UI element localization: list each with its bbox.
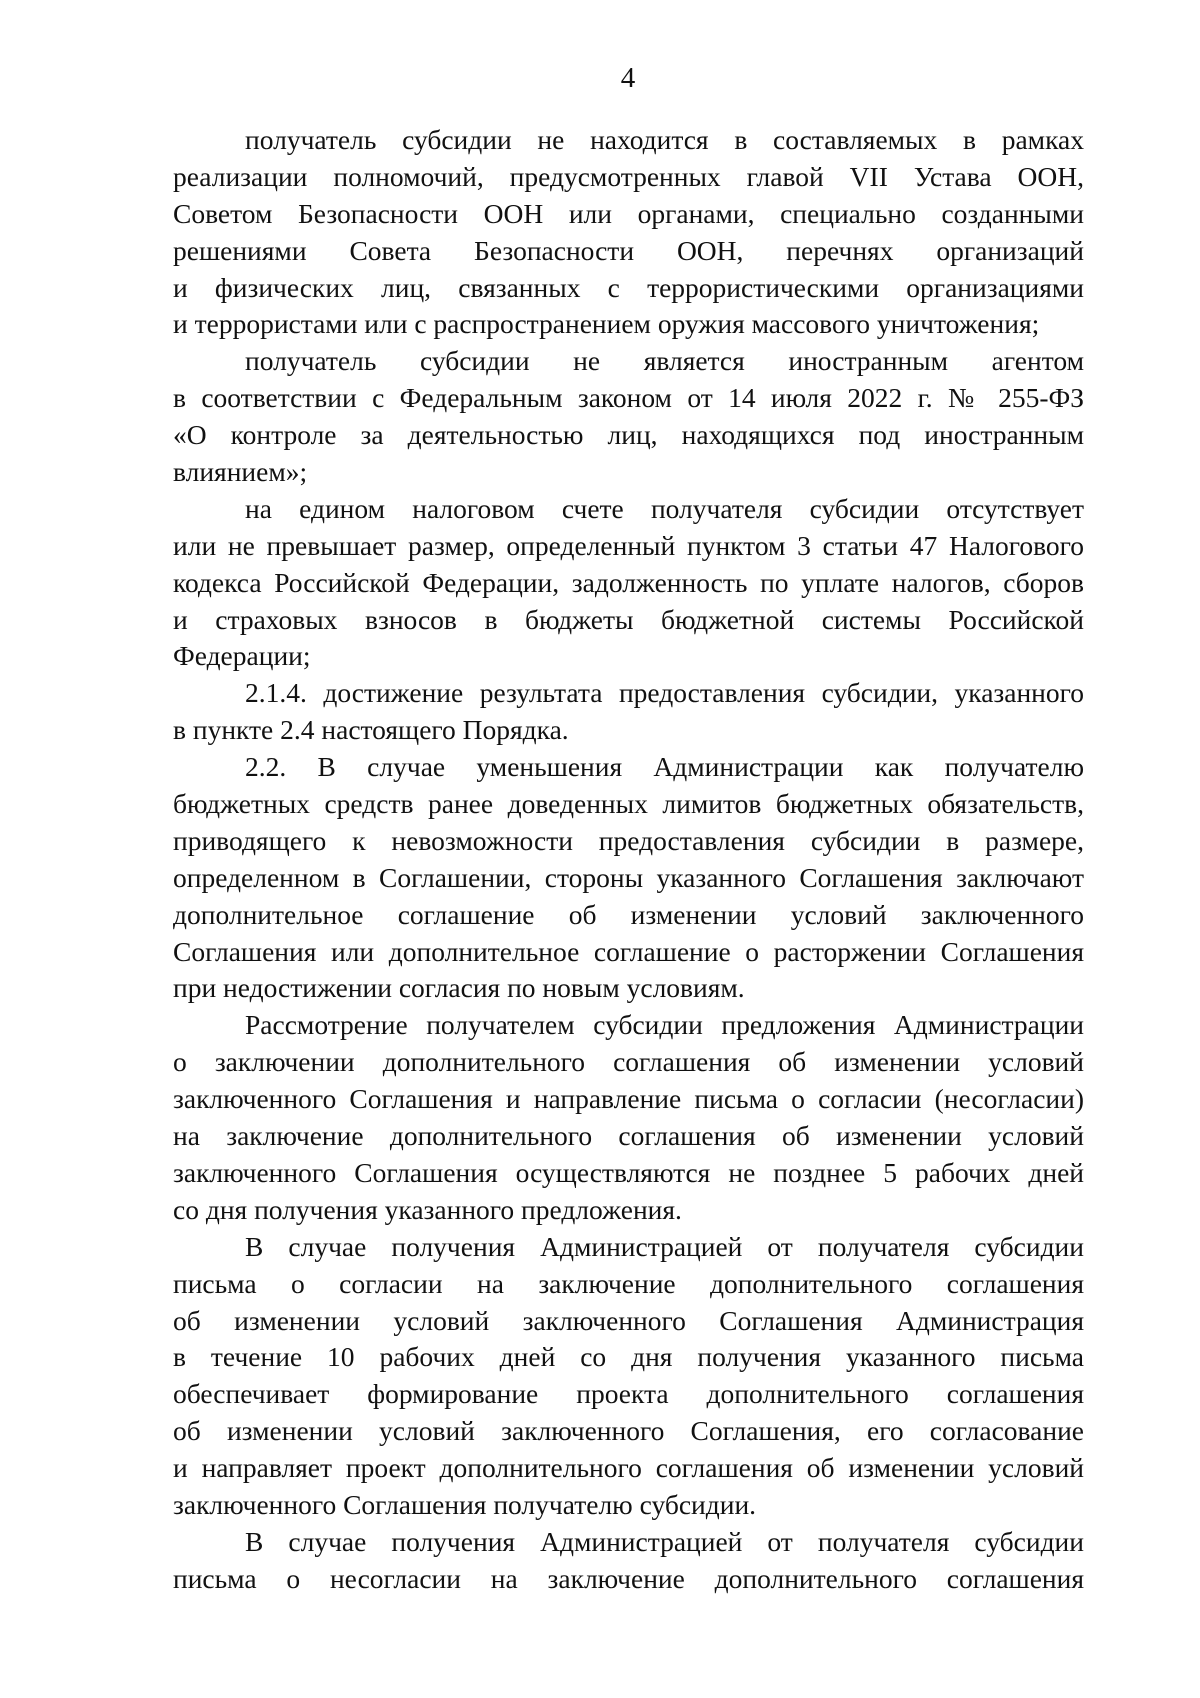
text-line: в соответствии с Федеральным законом от 14 июля 2022 г. № 255-ФЗ bbox=[173, 382, 1084, 414]
text-line: реализации полномочий, предусмотренных главой VII Устава ООН, bbox=[173, 160, 1084, 192]
text-line: влиянием»; bbox=[173, 456, 308, 488]
body-text bbox=[173, 122, 1084, 1598]
text-line: 2.2. В случае уменьшения Администрации как получателю bbox=[245, 751, 1084, 783]
text-line: 2.1.4. достижение результата предоставления субсидии, указанного bbox=[245, 677, 1084, 709]
text-line: кодекса Российской Федерации, задолженность по уплате налогов, сборов bbox=[173, 566, 1084, 598]
text-line: В случае получения Администрацией от получателя субсидии bbox=[245, 1525, 1084, 1557]
text-line: заключенного Соглашения получателю субсидии. bbox=[173, 1488, 757, 1520]
text-line: обеспечивает формирование проекта дополнительного соглашения bbox=[173, 1378, 1084, 1410]
text-line: Соглашения или дополнительное соглашение о расторжении Соглашения bbox=[173, 935, 1084, 967]
text-line: Федерации; bbox=[173, 640, 311, 672]
text-line: приводящего к невозможности предоставления субсидии в размере, bbox=[173, 824, 1084, 856]
text-line: в пункте 2.4 настоящего Порядка. bbox=[173, 714, 569, 746]
text-line: В случае получения Администрацией от получателя субсидии bbox=[245, 1230, 1084, 1262]
text-line: Рассмотрение получателем субсидии предложения Администрации bbox=[245, 1009, 1084, 1041]
text-line: письма о согласии на заключение дополнительного соглашения bbox=[173, 1267, 1084, 1299]
text-line: об изменении условий заключенного Соглашения, его согласование bbox=[173, 1415, 1084, 1447]
text-line: определенном в Соглашении, стороны указанного Соглашения заключают bbox=[173, 861, 1084, 893]
text-line: о заключении дополнительного соглашения об изменении условий bbox=[173, 1046, 1084, 1078]
text-line: или не превышает размер, определенный пунктом 3 статьи 47 Налогового bbox=[173, 529, 1084, 561]
text-line: заключенного Соглашения осуществляются не позднее 5 рабочих дней bbox=[173, 1156, 1084, 1188]
text-line: при недостижении согласия по новым условиям. bbox=[173, 972, 745, 1004]
text-line: со дня получения указанного предложения. bbox=[173, 1193, 682, 1225]
page-number: 4 bbox=[620, 62, 636, 94]
text-line: на заключение дополнительного соглашения об изменении условий bbox=[173, 1120, 1084, 1152]
text-line: дополнительное соглашение об изменении условий заключенного bbox=[173, 898, 1084, 930]
text-line: решениями Совета Безопасности ООН, перечнях организаций bbox=[173, 234, 1084, 266]
text-line: и физических лиц, связанных с террористическими организациями bbox=[173, 271, 1084, 303]
text-line: бюджетных средств ранее доведенных лимитов бюджетных обязательств, bbox=[173, 788, 1084, 820]
text-line: заключенного Соглашения и направление письма о согласии (несогласии) bbox=[173, 1083, 1084, 1115]
text-line: получатель субсидии не является иностранным агентом bbox=[245, 345, 1084, 377]
text-line: письма о несогласии на заключение дополнительного соглашения bbox=[173, 1562, 1084, 1594]
text-line: Советом Безопасности ООН или органами, специально созданными bbox=[173, 197, 1084, 229]
text-line: и террористами или с распространением оружия массового уничтожения; bbox=[173, 308, 1040, 340]
text-line: в течение 10 рабочих дней со дня получения указанного письма bbox=[173, 1341, 1084, 1373]
text-line: и страховых взносов в бюджеты бюджетной системы Российской bbox=[173, 603, 1084, 635]
text-line: на едином налоговом счете получателя субсидии отсутствует bbox=[245, 492, 1084, 524]
text-line: и направляет проект дополнительного соглашения об изменении условий bbox=[173, 1452, 1084, 1484]
text-line: об изменении условий заключенного Соглашения Администрация bbox=[173, 1304, 1084, 1336]
text-line: «О контроле за деятельностью лиц, находящихся под иностранным bbox=[173, 419, 1084, 451]
text-line: получатель субсидии не находится в составляемых в рамках bbox=[245, 124, 1084, 155]
